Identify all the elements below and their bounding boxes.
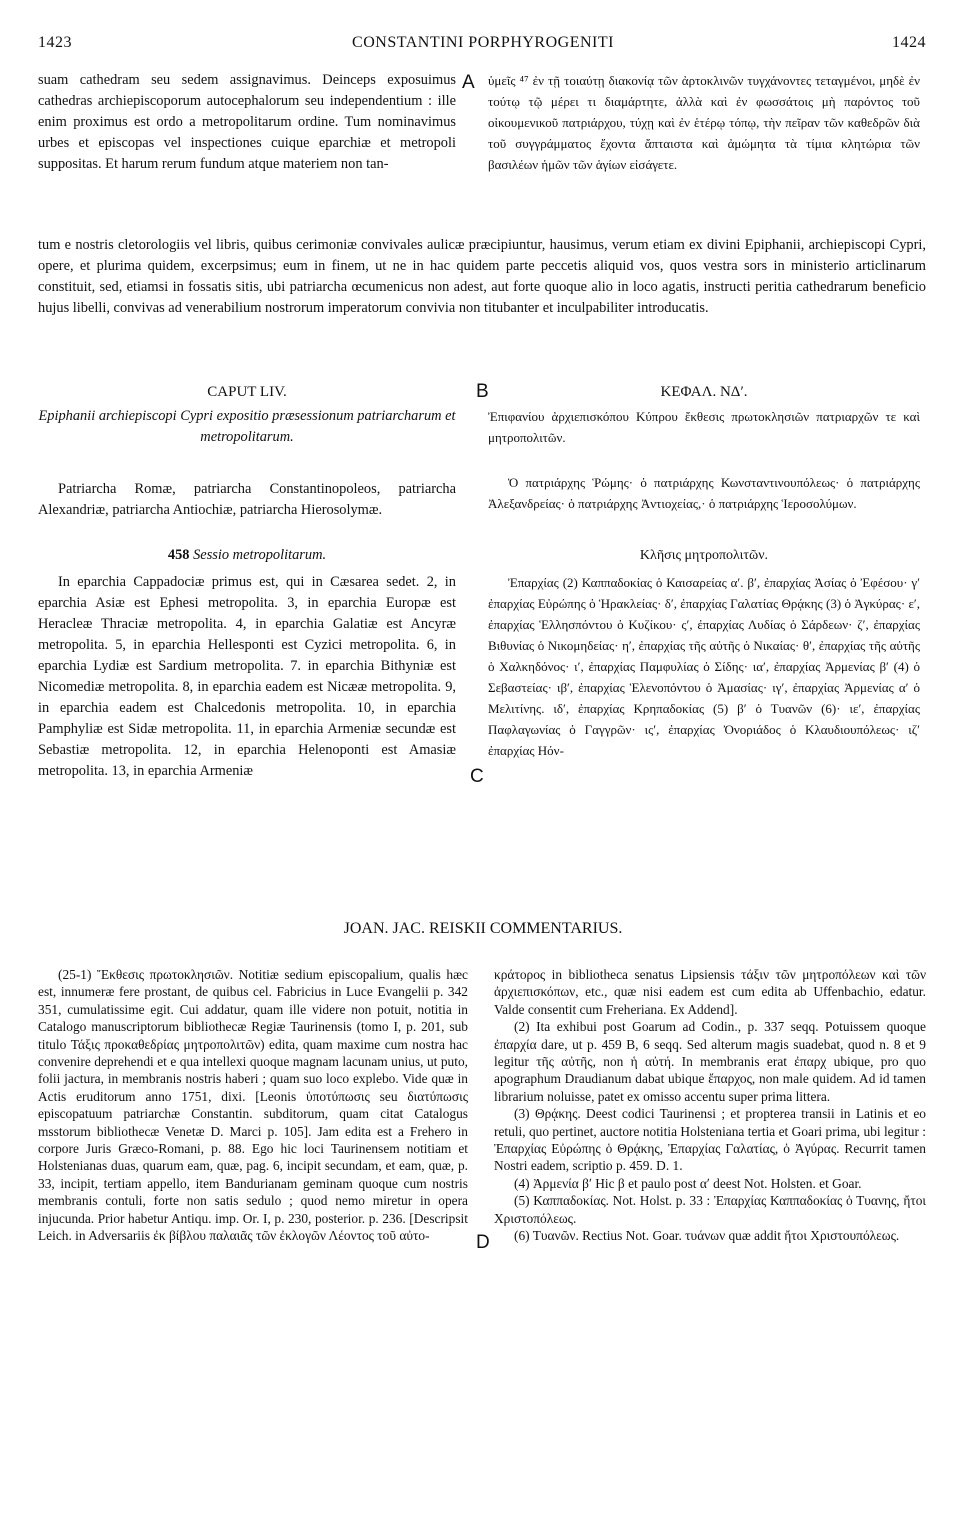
running-title: CONSTANTINI PORPHYROGENITI (352, 34, 614, 51)
commentary-note-3: (3) Θρᾴκης. Deest codici Taurinensi ; et propterea transii in Latinis et eo retuli, quo pertinet, auctore notitia Holsteniana tertia et Goari prima, ubi legitur : Ἐπαρχίας Εὐρώπης ὁ Θρᾴκης, Ἐπαρχίας Γαλατίας, ὁ Ἀγύρας. Recurrit tamen Nostri eadem, scriptio p. 459. D. 1. (494, 1106, 926, 1174)
margin-marker-d: D (476, 1232, 490, 1253)
commentary-right-column (494, 966, 926, 1245)
commentary-note-5: (5) Καππαδοκίας. Not. Holst. p. 33 : Ἐπαρχίας Καππαδοκίας ὁ Τυανης, ἤτοι Χριστοπόλεως. (494, 1193, 926, 1226)
caput-heading-latin: CAPUT LIV. (207, 384, 287, 400)
sessio-number: 458 (167, 547, 190, 563)
margin-marker-c: C (470, 766, 484, 787)
patriarchs-latin: Patriarcha Romæ, patriarcha Constantinopoleos, patriarcha Alexandriæ, patriarcha Antiochiæ, patriarcha Hierosolymæ. (38, 481, 456, 518)
commentary-continuation: κράτορος in bibliotheca senatus Lipsiensis τάξιν τῶν μητροπόλεων καὶ τῶν ἀρχιεπισκόπων, etc., quæ nisi eadem est cum edita ab Uffenbachio, edatur. Valde consentit cum Freheriana. Ex Addend]. (494, 967, 926, 1017)
commentary-note-6: (6) Τυανῶν. Rectius Not. Goar. τυάνων quæ addit ἤτοι Χριστουπόλεως. (514, 1228, 900, 1244)
sessio-title: Sessio metropolitarum. (193, 547, 327, 563)
commentary-title: JOAN. JAC. REISKII COMMENTARIUS. (343, 920, 623, 937)
patriarchs-greek: Ὁ πατριάρχης Ῥώμης· ὁ πατριάρχης Κωνσταντινουπόλεως· ὁ πατριάρχης Ἀλεξανδρείας· ὁ πατριάρχης Ἀντιοχείας,· ὁ πατριάρχης Ἱεροσολύμων. (488, 475, 920, 511)
commentary-note-4: (4) Ἀρμενία βʹ Hic β et paulo post αʹ deest Not. Holsten. et Goar. (514, 1175, 862, 1191)
caput-subtitle-latin: Epiphanii archiepiscopi Cypri expositio præsessionum patriarcharum et metropolitarum. (38, 408, 456, 445)
latin-full-width: tum e nostris cletorologiis vel libris, quibus cerimoniæ convivales aulicæ præcipiuntur, hausimus, verum etiam ex divini Epiphanii, archiepiscopi Cypri, opere, et plurima quidem, excerpsimus; eum in finem, ut ne in hac quidem parte peccetis aliquid vos, quos vestra sors in ministerio articlinarum constituit, sed, etiamsi in fossatis sitis, ubi patriarcha œcumenicus non adest, aut forte quoque alio in loco agatis, instructi peritia cathedrarum beneficio hujus libelli, convivas ad venerabilium nostrorum imperatorum convivia non titubanter et inculpabiliter introducatis. (38, 237, 926, 316)
margin-marker-b: B (476, 381, 489, 402)
latin-intro: suam cathedram seu sedem assignavimus. Deinceps exposuimus cathedras archiepiscoporum autocephalorum seu independentium : ille enim proximus est ordo a metropolitarum ordine. Tum nominavimus urbes et episcopas vel inspectiones cuique eparchiæ et metropoli suppositas. Et harum rerum fundum atque materiem non tan- (38, 72, 456, 172)
greek-intro: ὑμεῖς ⁴⁷ ἐν τῇ τοιαύτῃ διακονίᾳ τῶν ἀρτοκλινῶν τυγχάνοντες τεταγμένοι, μηδὲ ἐν τούτῳ τῷ μέρει τι διαμάρτητε, ἀλλὰ καὶ ἐν φωσσάτοις μὴ παρόντος τοῦ οἰκουμενικοῦ πατριάρχου, τύχῃ καὶ ἐν ἑτέρῳ τόπῳ, τὴν πεῖραν τῶν καθεδρῶν διὰ τοῦ συγγράμματος ἔχοντα ἄπταιστα καὶ ἀμώμητα τὰ τίμια κλητώρια τῶν βασιλέων ἡμῶν τῶν ἁγίων εἰσάγετε. (488, 73, 920, 172)
sessio-heading-greek: Κλῆσις μητροπολιτῶν. (639, 548, 769, 563)
commentary-note-25-1: (25-1) Ἔκθεσις πρωτοκλησιῶν. Notitiæ sedium episcopalium, qualis hæc est, innumeræ fere prostant, de quibus cel. Fabricius in Luce Evangelii p. 342 351, cumulatissime egit. Cui addatur, quam ille videre non potuit, notitia in Catalogo manuscriptorum bibliothecæ Regiæ Taurinensis (tomo I, p. 201, sub titulo Τάξις προκαθεδρίας μητροπολιτῶν) edita, quam maxime cum nostra hac convenire deprehendi et e qua intellexi quoque magnam lacunam unius, ut puto, folii jactura, in membranis nostris haberi ; quam suo loco explebo. Vide quæ in Actis eruditorum anno 1751, dixi. [Leonis ὑποτύπωσις seu διατύπωσις episcopatuum patriarchæ Constantin. subditorum, quam citat Catalogus msstorum bibliothecæ Venetæ D. Marci p. 105]. Jam edita est a Frehero in corpore Juris Græco-Romani, p. 88. Ego hic loci Taurinensem notitiam et Holstenianas duas, quarum eam, quæ, pag. 6, incipit secundam, et eam, quæ, p. 33, incipit, tertiam appello, item Bandurianam geminam quoque cum nostris membranis contuli, forte non satis sedulo ; quod nemo miretur in opera injucunda. Prior habetur Antiqu. imp. Or. I, p. 230, posterior. p. 236. [Descripsit Leich. in Adversariis ἐκ βίβλου παλαιᾶς τῶν ἐκλογῶν Λέοντος τοῦ αὐτο- (38, 967, 468, 1244)
commentary-note-2: (2) Ita exhibui post Goarum ad Codin., p. 337 seqq. Potuissem quoque ἐπαρχία dare, ut p. 459 B, 6 seqq. Sed alterum magis suadebat, quod n. 8 et 9 legitur τῆς αὐτῆς, non ἡ αὐτή. In membranis erat ἐπαρχ ubique, pro quo apographum Draudianum dabat ubique ἔπαρχος, non male quidem. Ad id tamen librarium noluisse, patet ex omisso accentu super prima littera. (494, 1019, 926, 1104)
caput-subtitle-greek: Ἐπιφανίου ἀρχιεπισκόπου Κύπρου ἔκθεσις πρωτοκλησιῶν πατριαρχῶν τε καὶ μητροπολιτῶν. (488, 409, 920, 445)
left-page-number: 1423 (38, 34, 72, 51)
metropolitans-greek: Ἐπαρχίας (2) Καππαδοκίας ὁ Καισαρείας αʹ. βʹ, ἐπαρχίας Ἀσίας ὁ Ἐφέσου· γʹ ἐπαρχίας Εὐρώπης ὁ Ἡρακλείας· δʹ, ἐπαρχίας Γαλατίας Θρᾴκης (3) ὁ Ἀγκύρας· εʹ, ἐπαρχίας Ἑλλησπόντου ὁ Κυζίκου· ςʹ, ἐπαρχίας Λυδίας ὁ Σάρδεων· ζʹ, ἐπαρχίας Βιθυνίας ὁ Νικομηδείας· ηʹ, ἐπαρχίας τῆς αὐτῆς ὁ Νικαίας· θʹ, ἐπαρχίας τῆς αὐτῆς ὁ Χαλκηδόνος· ιʹ, ἐπαρχίας Παμφυλίας ὁ Σίδης· ιαʹ, ἐπαρχίας Ἀρμενίας βʹ (4) ὁ Σεβαστείας· ιβʹ, ἐπαρχίας Ἑλενοπόντου ὁ Ἀμασίας· ιγʹ, ἐπαρχίας Ἀρμενίας αʹ ὁ Μελιτίνης. ιδʹ, ἐπαρχίας Κρηπαδοκίας (5) βʹ ὁ Τυανῶν (6)· ιεʹ, ἐπαρχίας Παφλαγωνίας ὁ Γαγγρῶν· ιςʹ, ἐπαρχίας Ὀνοριάδος ὁ Κλαυδιουπόλεως· ιζʹ ἐπαρχίας Ηόν- (488, 575, 920, 758)
page-header (0, 34, 966, 60)
metropolitans-latin: In eparchia Cappadociæ primus est, qui in Cæsarea sedet. 2, in eparchia Asiæ est Ephesi metropolita. 3, in eparchia Europæ est Heracleæ Thraciæ metropolita. 4, in eparchia Galatiæ est Ancyræ metropolita. 5, in eparchia Hellesponti est Cyzici metropolita. 6, in eparchia Lydiæ est Sardium metropolita. 7. in eparchia Bithyniæ est Nicomediæ metropolita. 8, in eparchia eadem est Nicææ metropolita. 9, in eparchia eadem est Chalcedonis metropolita. 10, in eparchia Pamphyliæ est Sidæ metropolita. 11, in eparchia Armeniæ secundæ est Sebastiæ metropolita. 12, in eparchia Helenoponti est Amasiæ metropolita. 13, in eparchia Armeniæ (38, 574, 456, 779)
sessio-heading-latin (38, 545, 456, 566)
margin-marker-a: A (462, 72, 475, 93)
caput-heading-greek: ΚΕΦΑΛ. ΝΔʹ. (660, 384, 748, 400)
right-page-number: 1424 (892, 34, 926, 51)
